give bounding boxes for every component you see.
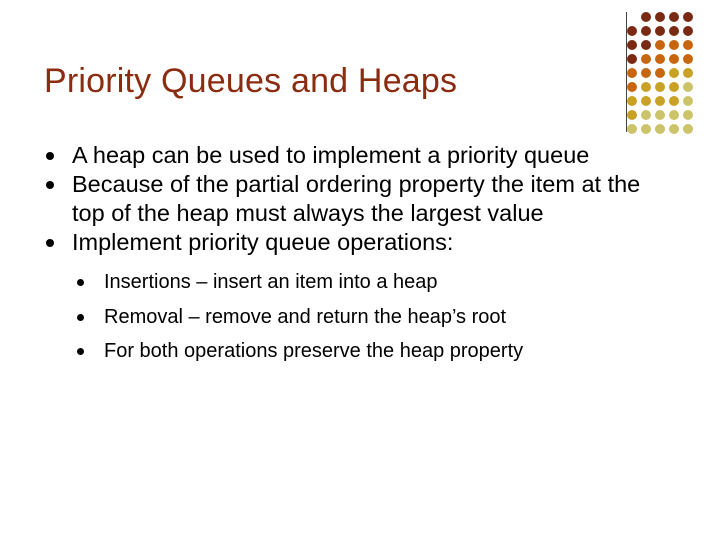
bullet-item bbox=[0, 228, 672, 369]
sub-bullet-item bbox=[0, 300, 672, 335]
decorative-dot bbox=[641, 68, 651, 78]
decorative-dot bbox=[683, 96, 693, 106]
bullet-text: Because of the partial ordering property the item at the top of the heap must always the largest value bbox=[72, 171, 641, 226]
decorative-dot bbox=[627, 68, 637, 78]
decorative-dot bbox=[683, 12, 693, 22]
decorative-dot bbox=[641, 54, 651, 64]
decorative-dot bbox=[641, 96, 651, 106]
decorative-dot bbox=[683, 110, 693, 120]
sub-bullet-text: Insertions – insert an item into a heap bbox=[104, 271, 438, 293]
bullet-list bbox=[0, 141, 720, 369]
decorative-dot bbox=[627, 82, 637, 92]
decorative-dot bbox=[683, 26, 693, 36]
decorative-dot bbox=[669, 40, 679, 50]
bullet-marker bbox=[46, 181, 54, 189]
decorative-dot bbox=[669, 26, 679, 36]
bullet-marker bbox=[46, 152, 54, 160]
slide-title: Priority Queues and Heaps bbox=[44, 62, 458, 100]
decorative-dot bbox=[641, 26, 651, 36]
decorative-dot bbox=[641, 40, 651, 50]
decorative-dot bbox=[683, 40, 693, 50]
decorative-dot bbox=[669, 68, 679, 78]
bullet-item bbox=[0, 141, 672, 170]
decorative-dot bbox=[655, 124, 665, 134]
decorative-dot bbox=[641, 82, 651, 92]
bullet-marker bbox=[46, 239, 54, 247]
decorative-dot bbox=[669, 82, 679, 92]
sub-bullet-text: Removal – remove and return the heap’s root bbox=[104, 305, 507, 328]
decorative-dot bbox=[627, 54, 637, 64]
decorative-dot bbox=[655, 68, 665, 78]
sub-bullet-list bbox=[72, 265, 672, 369]
decorative-dot bbox=[683, 54, 693, 64]
bullet-text: Implement priority queue operations: bbox=[72, 229, 454, 255]
title-divider-line bbox=[626, 12, 627, 132]
decorative-dot bbox=[669, 12, 679, 22]
sub-bullet-item bbox=[0, 334, 672, 369]
decorative-dot bbox=[627, 40, 637, 50]
bullet-item bbox=[0, 170, 672, 228]
decorative-dot bbox=[627, 26, 637, 36]
sub-bullet-text: For both operations preserve the heap property bbox=[104, 340, 524, 362]
decorative-dot bbox=[655, 110, 665, 120]
decorative-dot bbox=[683, 82, 693, 92]
decorative-dot bbox=[683, 68, 693, 78]
decorative-dot bbox=[655, 96, 665, 106]
decorative-dot bbox=[627, 96, 637, 106]
decorative-dot bbox=[641, 110, 651, 120]
decorative-dot bbox=[669, 54, 679, 64]
bullet-text: A heap can be used to implement a priority queue bbox=[72, 142, 590, 168]
decorative-dot bbox=[669, 110, 679, 120]
decorative-dot bbox=[655, 26, 665, 36]
decorative-dot bbox=[683, 124, 693, 134]
decorative-dot bbox=[641, 124, 651, 134]
decorative-dot bbox=[655, 54, 665, 64]
decorative-dot bbox=[669, 124, 679, 134]
decorative-dot bbox=[655, 40, 665, 50]
decorative-dot bbox=[627, 110, 637, 120]
decorative-dot bbox=[655, 82, 665, 92]
sub-bullet-marker bbox=[77, 279, 84, 286]
sub-bullet-item bbox=[0, 265, 672, 300]
decorative-dot bbox=[669, 96, 679, 106]
sub-bullet-marker bbox=[77, 314, 84, 321]
decorative-dot bbox=[655, 12, 665, 22]
decorative-dot bbox=[641, 12, 651, 22]
sub-bullet-marker bbox=[77, 348, 84, 355]
decorative-dot bbox=[627, 124, 637, 134]
